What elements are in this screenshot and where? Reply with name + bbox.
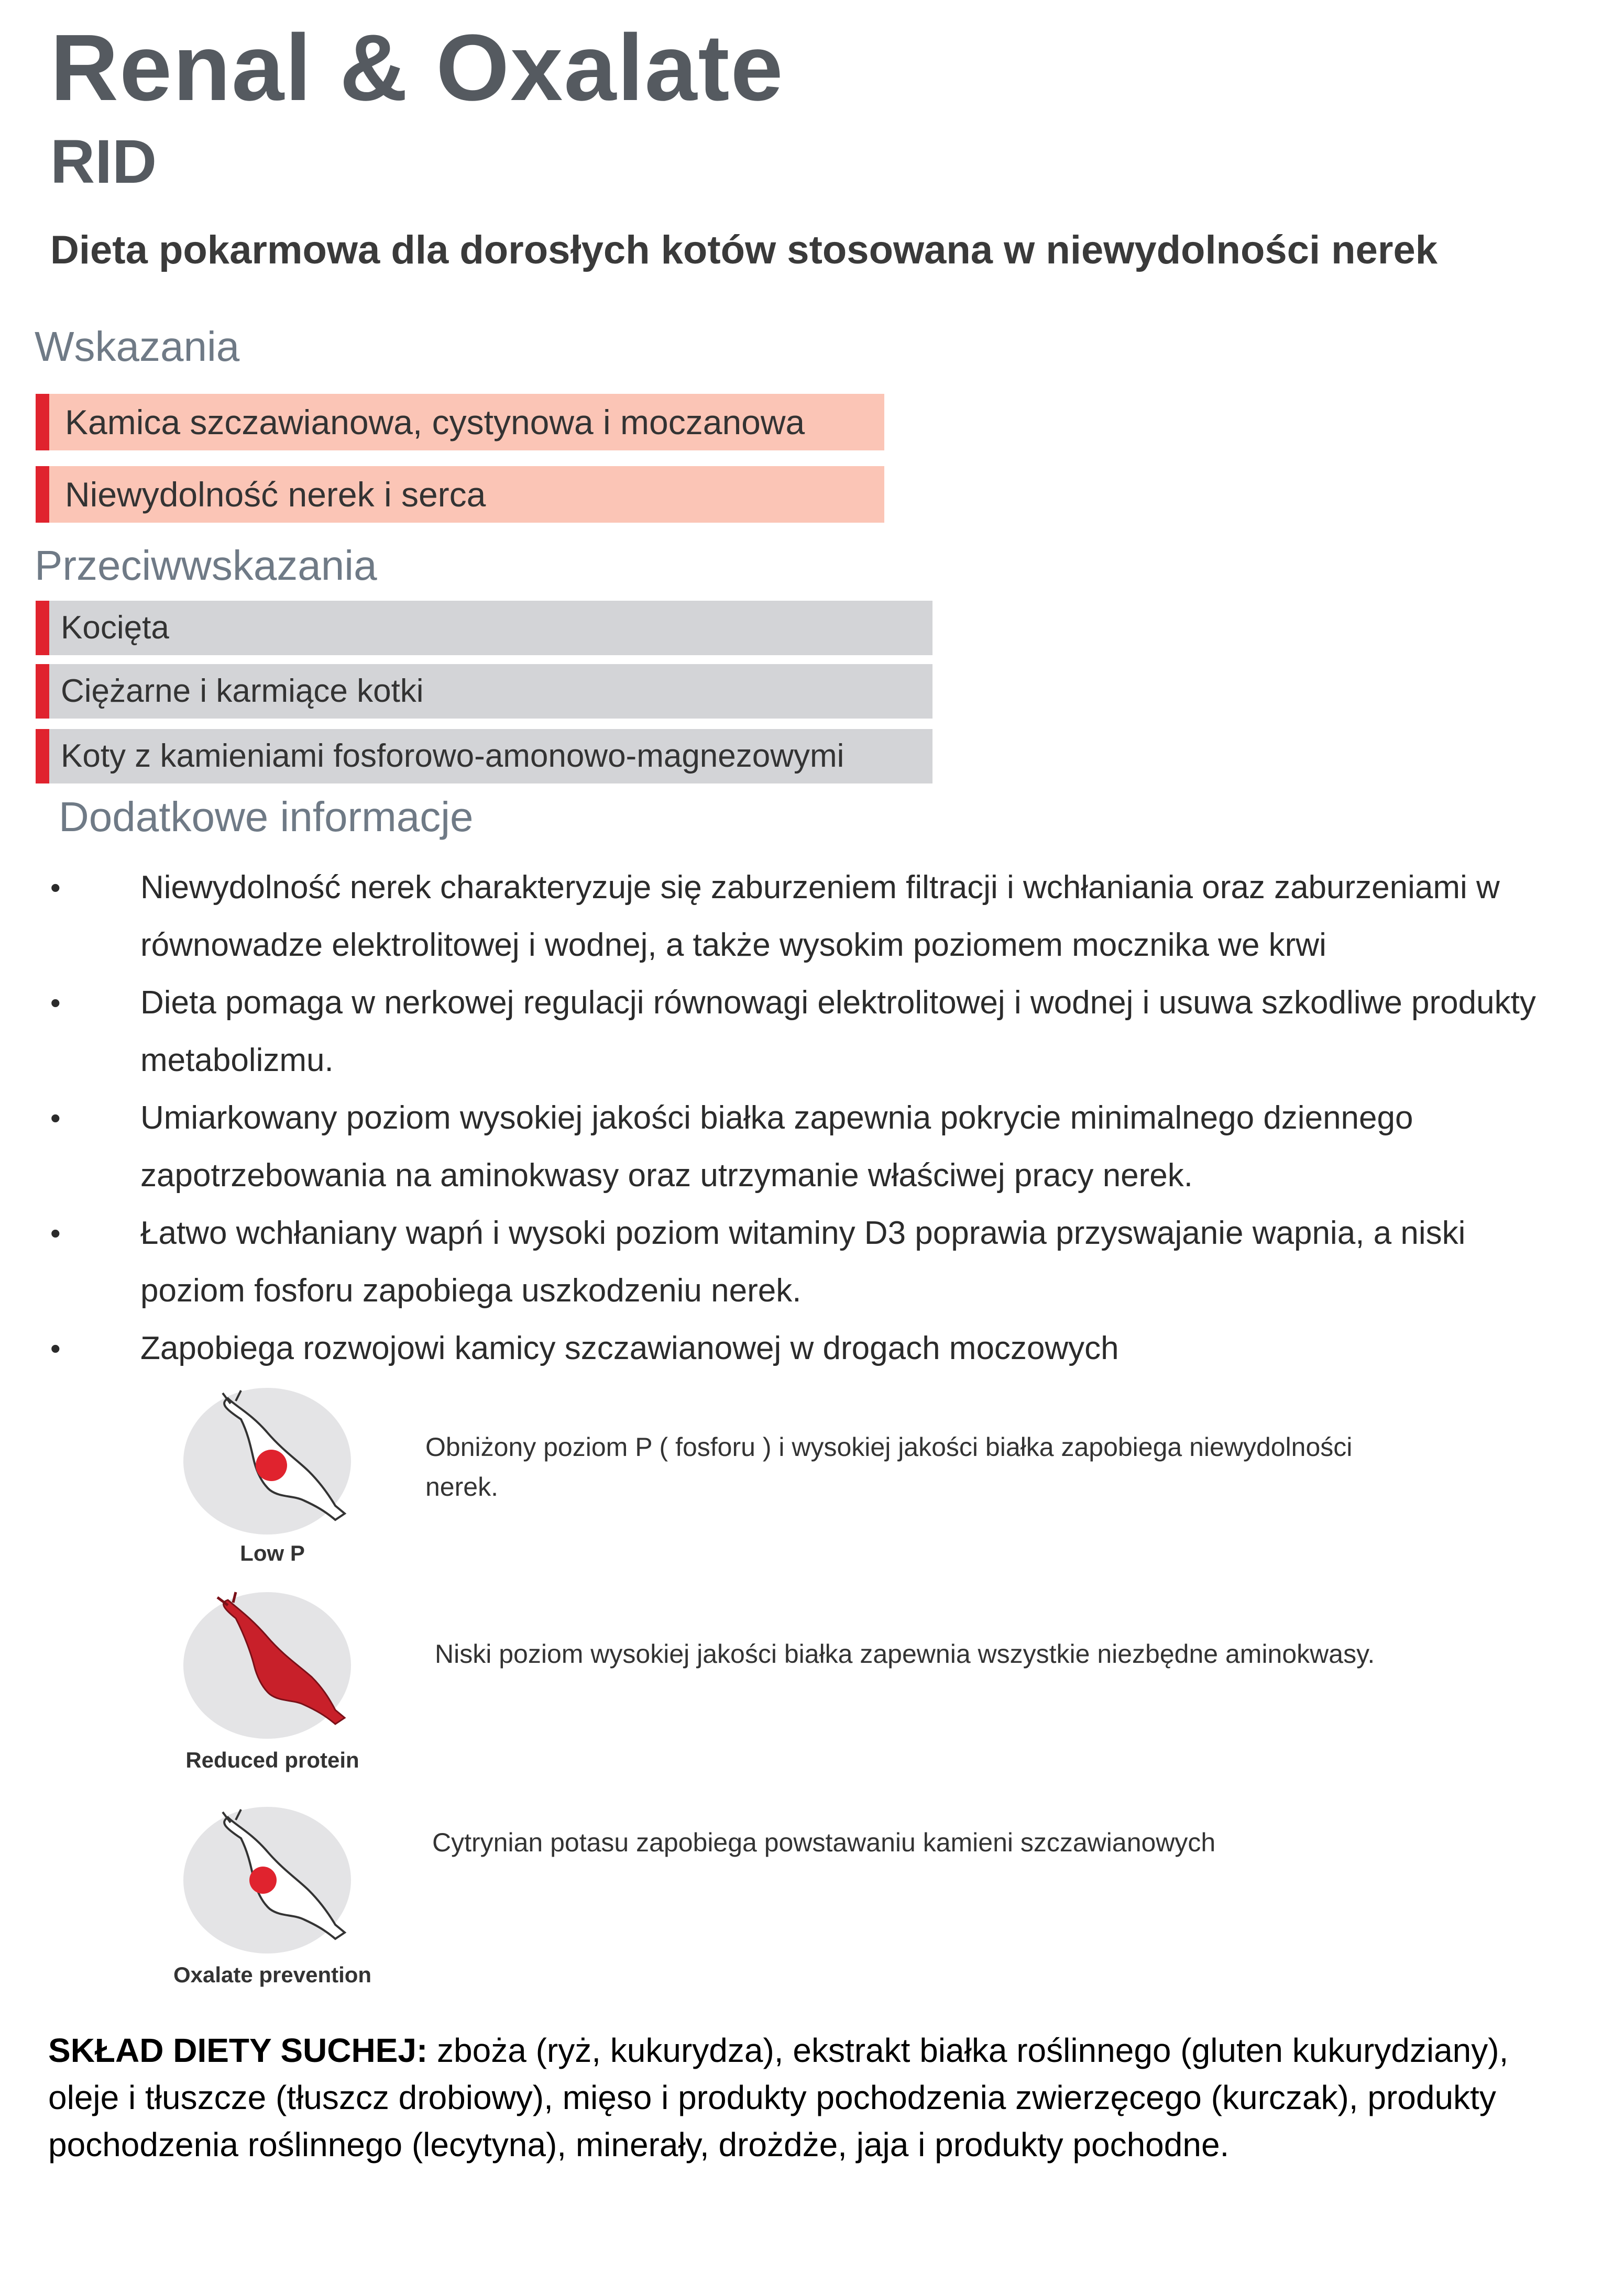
contraindication-item [36,601,932,655]
cat-oxalate-icon [178,1802,356,1953]
contraindication-item [36,729,932,783]
indications-heading: Wskazania [35,323,240,370]
bullet-text: Dieta pomaga w nerkowej regulacji równowagi elektrolitowej i wodnej i usuwa szkodliwe produkty metabolizmu. [140,985,1536,1078]
feature-label: Oxalate prevention [173,1962,372,1987]
bullet-text: Niewydolność nerek charakteryzuje się zaburzeniem filtracji i wchłaniania oraz zaburzeniami w równowadze elektrolitowej i wodnej, a także wysokim poziomem mocznika we krwi [140,869,1500,963]
accent-marker [36,394,49,450]
bullet-text: Umiarkowany poziom wysokiej jakości białka zapewnia pokrycie minimalnego dziennego zapotrzebowania na aminokwasy oraz utrzymanie właściwej pracy nerek. [140,1100,1413,1194]
composition-paragraph [48,2027,1588,2168]
accent-marker [36,601,49,655]
accent-marker [36,729,49,783]
additional-info-heading: Dodatkowe informacje [59,793,474,840]
indication-item [36,466,884,523]
feature-label: Reduced protein [185,1748,359,1772]
accent-marker [36,664,49,719]
feature-description: Niski poziom wysokiej jakości białka zapewnia wszystkie niezbędne aminokwasy. [435,1639,1375,1669]
bullet-point: • [50,871,61,904]
composition-label: SKŁAD DIETY SUCHEJ: [48,2032,428,2069]
bullet-point: • [50,986,61,1019]
feature-description: Cytrynian potasu zapobiega powstawaniu kamieni szczawianowych [432,1828,1216,1857]
product-code: RID [50,127,157,196]
accent-marker [36,466,49,523]
bullet-text: Łatwo wchłaniany wapń i wysoki poziom witaminy D3 poprawia przyswajanie wapnia, a niski poziom fosforu zapobiega uszkodzeniu nerek. [140,1215,1466,1309]
contraindication-label: Koty z kamieniami fosforowo-amonowo-magnezowymi [61,738,844,774]
bullet-point: • [50,1217,61,1250]
contraindication-item [36,664,932,719]
feature-description: Obniżony poziom P ( fosforu ) i wysokiej jakości białka zapobiega niewydolności nerek. [425,1432,1353,1502]
cat-protein-icon [178,1587,356,1739]
additional-info-list [50,859,1570,1377]
product-subtitle: Dieta pokarmowa dla dorosłych kotów stosowana w niewydolności nerek [50,228,1438,272]
bullet-text: Zapobiega rozwojowi kamicy szczawianowej w drogach moczowych [140,1330,1119,1366]
indication-item [36,394,884,450]
list-item [50,1205,1570,1320]
product-title: Renal & Oxalate [50,15,784,120]
contraindications-heading: Przeciwwskazania [35,542,377,589]
list-item [50,974,1570,1089]
list-item [50,859,1570,974]
list-item [50,1089,1570,1205]
bullet-point: • [50,1332,61,1365]
indication-label: Kamica szczawianowa, cystynowa i moczanowa [65,403,805,441]
contraindication-label: Kocięta [61,610,169,646]
indication-label: Niewydolność nerek i serca [65,475,486,514]
list-item [50,1320,1570,1377]
contraindication-label: Ciężarne i karmiące kotki [61,673,424,709]
bullet-point: • [50,1101,61,1134]
cat-kidney-icon [178,1383,356,1535]
feature-label: Low P [240,1541,305,1565]
composition-text: zboża (ryż, kukurydza), ekstrakt białka roślinnego (gluten kukurydziany), oleje i tłuszcze (tłuszcz drobiowy), mięso i produkty pochodzenia zwierzęcego (kurczak), produkty pochodzenia roślinnego (lecytyna), minerały, drożdże, jaja i produkty pochodne. [48,2032,1509,2163]
